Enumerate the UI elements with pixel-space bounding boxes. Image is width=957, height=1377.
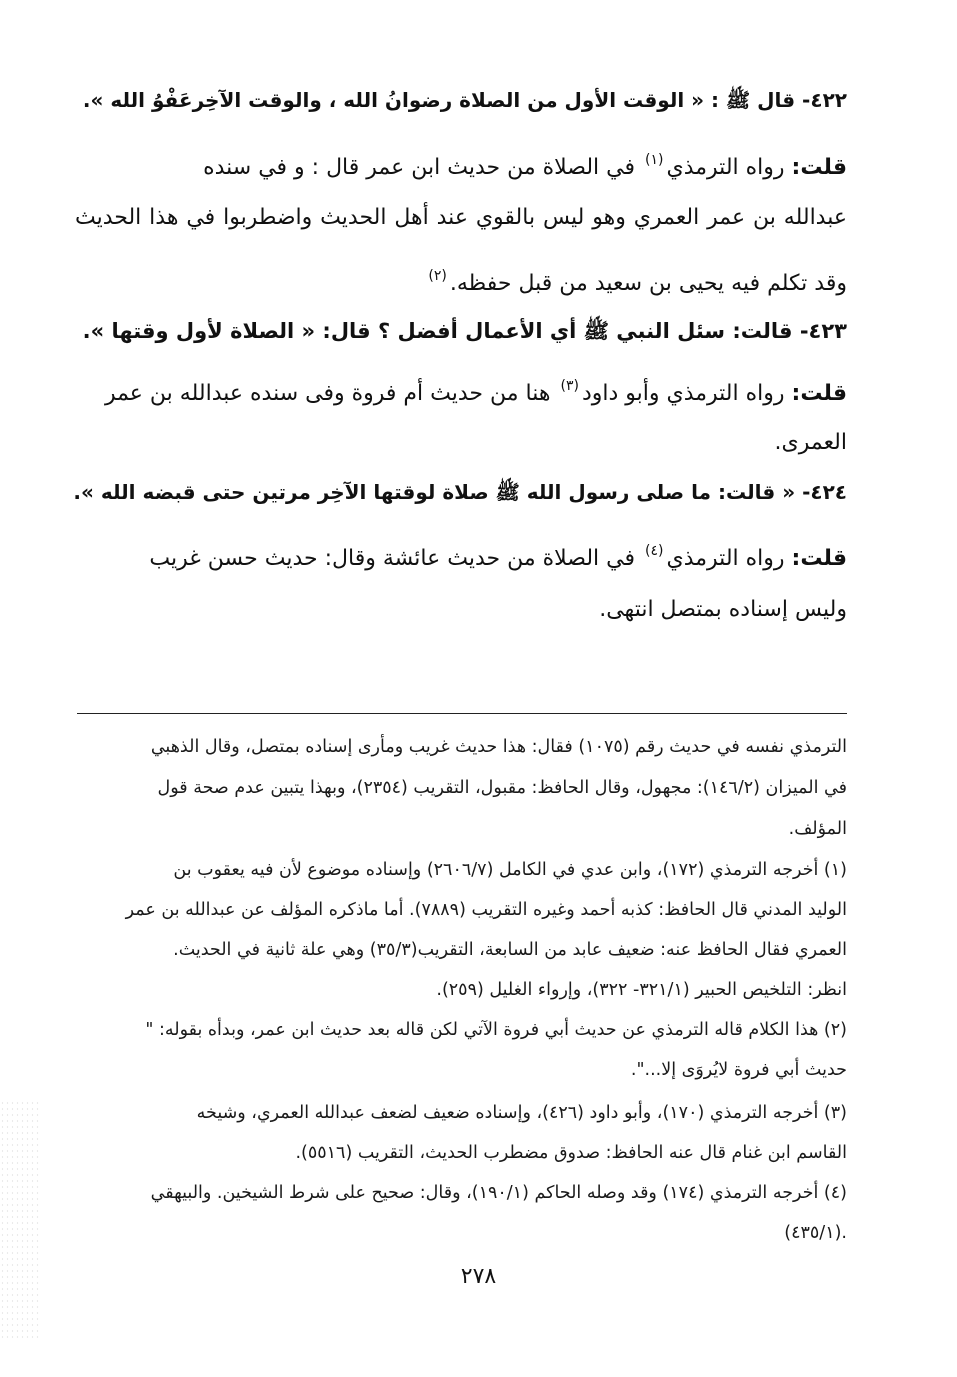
footnote-ref-2: (٢)	[428, 268, 447, 284]
hadith-424-commentary-line-1	[149, 543, 847, 571]
commentary-text: رواه الترمذي	[666, 155, 785, 180]
qult-label: قلت:	[791, 155, 847, 180]
hadith-423-commentary-line-1	[105, 378, 847, 406]
qult-label: قلت:	[791, 381, 847, 406]
commentary-text: وقد تكلم فيه يحيى بن سعيد من قبل حفظه.	[449, 271, 847, 296]
hadith-422-commentary-line-3	[425, 268, 847, 296]
footnote-ref-4: (٤)	[645, 543, 664, 559]
commentary-text: رواه الترمذي وأبو داود	[581, 381, 785, 406]
footnote-1-line: العمري فقال الحافظ عنه: ضعيف عابد من السابعة، التقريب(٣٥/٣) وهي علة ثانية في الحديث.	[173, 940, 847, 960]
footnote-ref-3: (٣)	[560, 378, 579, 394]
footnote-continuation-line: الترمذي نفسه في حديث رقم (١٠٧٥) فقال: هذا حديث غريب ومأرى إسناده بمتصل، وقال الذهبي	[150, 737, 847, 757]
commentary-text: في الصلاة من حديث ابن عمر قال : و في سنده	[203, 155, 636, 180]
hadith-424-commentary-line-2: وليس إسناده بمتصل انتهى.	[599, 597, 847, 622]
commentary-text: في الصلاة من حديث عائشة وقال: حديث حسن غريب	[149, 546, 636, 571]
page-number: ٢٧٨	[460, 1264, 497, 1289]
commentary-text: رواه الترمذي	[666, 546, 785, 571]
commentary-text: هنا من حديث أم فروة وفى سنده عبدالله بن عمر	[104, 381, 551, 406]
hadith-424-heading: ٤٢٤- « قالت: ما صلى رسول الله ﷺ صلاة لوقتها الآخِر مرتين حتى قبضه الله ».	[73, 480, 847, 504]
qult-label: قلت:	[791, 546, 847, 571]
hadith-422-commentary-line-1	[203, 152, 847, 180]
footnote-1-line: انظر: التلخيص الحبير (٣٢١/١- ٣٢٢)، وإرواء الغليل (٢٥٩).	[436, 980, 847, 1000]
hadith-422-commentary-line-2: عبدالله بن عمر العمري وهو ليس بالقوي عند أهل الحديث واضطربوا في هذا الحديث	[75, 205, 847, 230]
footnote-continuation-line: في الميزان (١٤٦/٢): مجهول، وقال الحافظ: مقبول، التقريب (٢٣٥٤)، وبهذا يتبين عدم صحة قول	[157, 778, 847, 798]
footnote-2-line: حديث أبي فروة لايُروَى إلا...".	[630, 1060, 847, 1080]
footnote-1-line: (١) أخرجه الترمذي (١٧٢)، وابن عدي في الكامل (٢٦٠٦/٧) وإسناده موضوع لأن فيه يعقوب بن	[173, 860, 847, 880]
footnote-3-line: القاسم ابن غنام قال عنه الحافظ: صدوق مضطرب الحديث، التقريب (٥٥١٦).	[295, 1143, 847, 1163]
footnote-4-line: (٤) أخرجه الترمذي (١٧٤) وقد وصله الحاكم (١٩٠/١)، وقال: صحيح على شرط الشيخين. والبيهقي	[150, 1183, 847, 1203]
footnote-3-line: (٣) أخرجه الترمذي (١٧٠)، وأبو داود (٤٢٦)، وإسناده ضعيف لضعف عبدالله العمري، وشيخه	[196, 1103, 847, 1123]
hadith-423-commentary-line-2: العمرى.	[774, 430, 847, 455]
footnote-continuation-line: المؤلف.	[788, 819, 847, 839]
scan-speckle	[0, 1100, 40, 1340]
footnote-1-line: الوليد المدني قال الحافظ: كذبه أحمد وغيره التقريب (٧٨٨٩). أما ماذكره المؤلف عن عبدالله بن عمر	[125, 900, 847, 920]
footnote-separator	[77, 713, 847, 714]
hadith-423-heading: ٤٢٣- قالت: سئل النبي ﷺ أي الأعمال أفضل ؟ قال: « الصلاة لأول وقتها ».	[82, 319, 847, 343]
footnote-ref-1: (١)	[645, 152, 664, 168]
footnote-4-line: (٤٣٥/١).	[784, 1223, 847, 1243]
footnote-2-line: (٢) هذا الكلام قاله الترمذي عن حديث أبي فروة الآتي لكن قاله بعد حديث ابن عمر، وبدأه بقوله: "	[145, 1020, 847, 1040]
hadith-422-heading: ٤٢٢- قال ﷺ : « الوقت الأول من الصلاة رضوانُ الله ، والوقت الآخِرعَفْوُ الله ».	[82, 88, 847, 112]
